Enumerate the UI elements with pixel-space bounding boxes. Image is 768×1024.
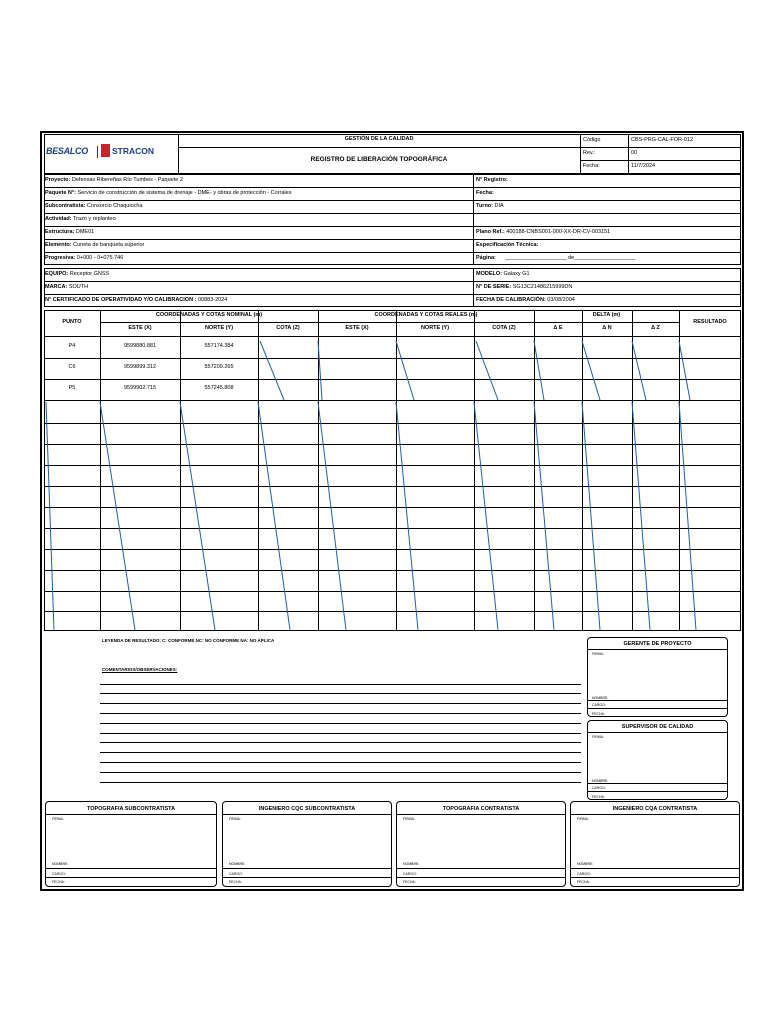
rev-label: Rev.: <box>583 150 596 156</box>
comment-line <box>100 782 581 783</box>
sub-header-2: COTA (Z) <box>276 325 300 331</box>
codigo-value: CBS-PRG-CAL-FOR-012 <box>631 137 694 143</box>
comment-line <box>100 733 581 734</box>
elemento-value: Cuneta de banqueta superior <box>73 242 145 248</box>
col-resultado: RESULTADO <box>693 319 727 325</box>
col-punto: PUNTO <box>62 319 82 325</box>
proyecto-value: Defensas Ribereñas Río Tumbes - Paquete 2 <box>71 177 183 183</box>
comentarios-label: COMENTARIOS/OBSERVACIONES: <box>102 667 178 672</box>
comment-line <box>100 684 581 685</box>
table-row-este: 9599880.881 <box>123 343 157 349</box>
comment-line <box>100 752 581 753</box>
col-delta: DELTA (m) <box>592 312 621 318</box>
comment-line <box>100 713 581 714</box>
fecha-cal-value: 03/08/2004 <box>547 297 575 303</box>
turno-value: DIA <box>494 203 504 209</box>
fecha-info-label: Fecha: <box>476 190 494 196</box>
sub-header-7: Δ N <box>602 325 612 331</box>
table-row-punto: P4 <box>68 343 76 349</box>
especificacion-label: Especificación Técnica: <box>476 242 539 248</box>
plano-value: 400188-CNBS001-000-XX-DR-CV-003151 <box>506 229 611 235</box>
estructura-value: DME01 <box>75 229 95 235</box>
supervisor-signature-box: SUPERVISOR DE CALIDAD FIRMA: NOMBRE: CARGO: FECHA: <box>587 720 728 800</box>
table-row-norte: 557209.265 <box>204 364 234 370</box>
table-row-norte: 557245.808 <box>204 385 234 391</box>
comment-line <box>100 772 581 773</box>
pagina-value: ____________________ de____________________ <box>505 255 636 261</box>
sub-header-6: Δ E <box>553 325 563 331</box>
registro-label: N° Registro: <box>476 177 508 183</box>
fecha-label: Fecha: <box>583 163 600 169</box>
table-row-punto: C6 <box>68 364 76 370</box>
sub-header-5: COTA (Z) <box>492 325 516 331</box>
page-title: REGISTRO DE LIBERACIÓN TOPOGRÁFICA <box>310 156 448 163</box>
table-row-punto: P5 <box>68 385 76 391</box>
signature-box-1: TOPOGRAFIA SUBCONTRATISTA FIRMA: NOMBRE: CARGO: FECHA: <box>45 801 217 887</box>
serie-value: SG13C21486215999DN <box>512 284 573 290</box>
gerente-signature-box: GERENTE DE PROYECTO FIRMA: NOMBRE: CARGO: FECHA: <box>587 637 728 717</box>
paquete-value: Servicio de construcción de sistema de drenaje - DME- y obras de protección - Corrales <box>77 190 292 196</box>
marca-value: SOUTH <box>68 284 89 290</box>
stracon-s-icon <box>101 144 110 157</box>
signature-box-3: TOPOGRAFIA CONTRATISTA FIRMA: NOMBRE: CARGO: FECHA: <box>396 801 566 887</box>
col-reales: COORDENADAS Y COTAS REALES (m) <box>374 312 478 318</box>
comment-line <box>100 693 581 694</box>
stracon-logo: STRACON <box>112 146 155 156</box>
sub-header-4: NORTE (Y) <box>420 325 450 331</box>
signature-box-2: INGENIERO CQC SUBCONTRATISTA FIRMA: NOMBRE: CARGO: FECHA: <box>222 801 392 887</box>
cert-value: 00883-2024 <box>197 297 228 303</box>
rev-value: 00 <box>631 150 638 156</box>
comment-line <box>100 703 581 704</box>
codigo-label: Código <box>583 137 601 143</box>
leyenda: LEYENDA DE RESULTADO: C: CONFORME NC: NO CONFORME NA: NO APLICA <box>102 638 275 643</box>
sub-header-8: Δ Z <box>651 325 660 331</box>
sub-header-3: ESTE (X) <box>345 325 369 331</box>
sub-header-0: ESTE (X) <box>128 325 152 331</box>
table-row-norte: 557174.384 <box>204 343 234 349</box>
table-row-este: 9599899.312 <box>123 364 157 370</box>
col-nominal: COORDENADAS Y COTAS NOMINAL (m) <box>155 312 263 318</box>
progresiva-value: 0+000 - 0+075.746 <box>76 255 124 261</box>
comment-line <box>100 723 581 724</box>
besalco-logo: BESALCO <box>46 146 88 156</box>
subcontratista-value: Consorcio Chaquiocha <box>86 203 143 209</box>
comment-line <box>100 762 581 763</box>
modelo-value: Galaxy G1 <box>503 271 530 277</box>
signature-box-4: INGENIERO CQA CONTRATISTA FIRMA: NOMBRE: CARGO: FECHA: <box>570 801 740 887</box>
comment-line <box>100 742 581 743</box>
table-row-este: 9599902.715 <box>123 385 157 391</box>
sub-header-1: NORTE (Y) <box>204 325 234 331</box>
equipo-value: Receptor GNSS <box>69 271 110 277</box>
fecha-value: 11/7/2024 <box>631 163 656 169</box>
header-dept: GESTIÓN DE LA CALIDAD <box>344 136 414 142</box>
actividad-value: Trazo y replanteo <box>73 216 116 222</box>
